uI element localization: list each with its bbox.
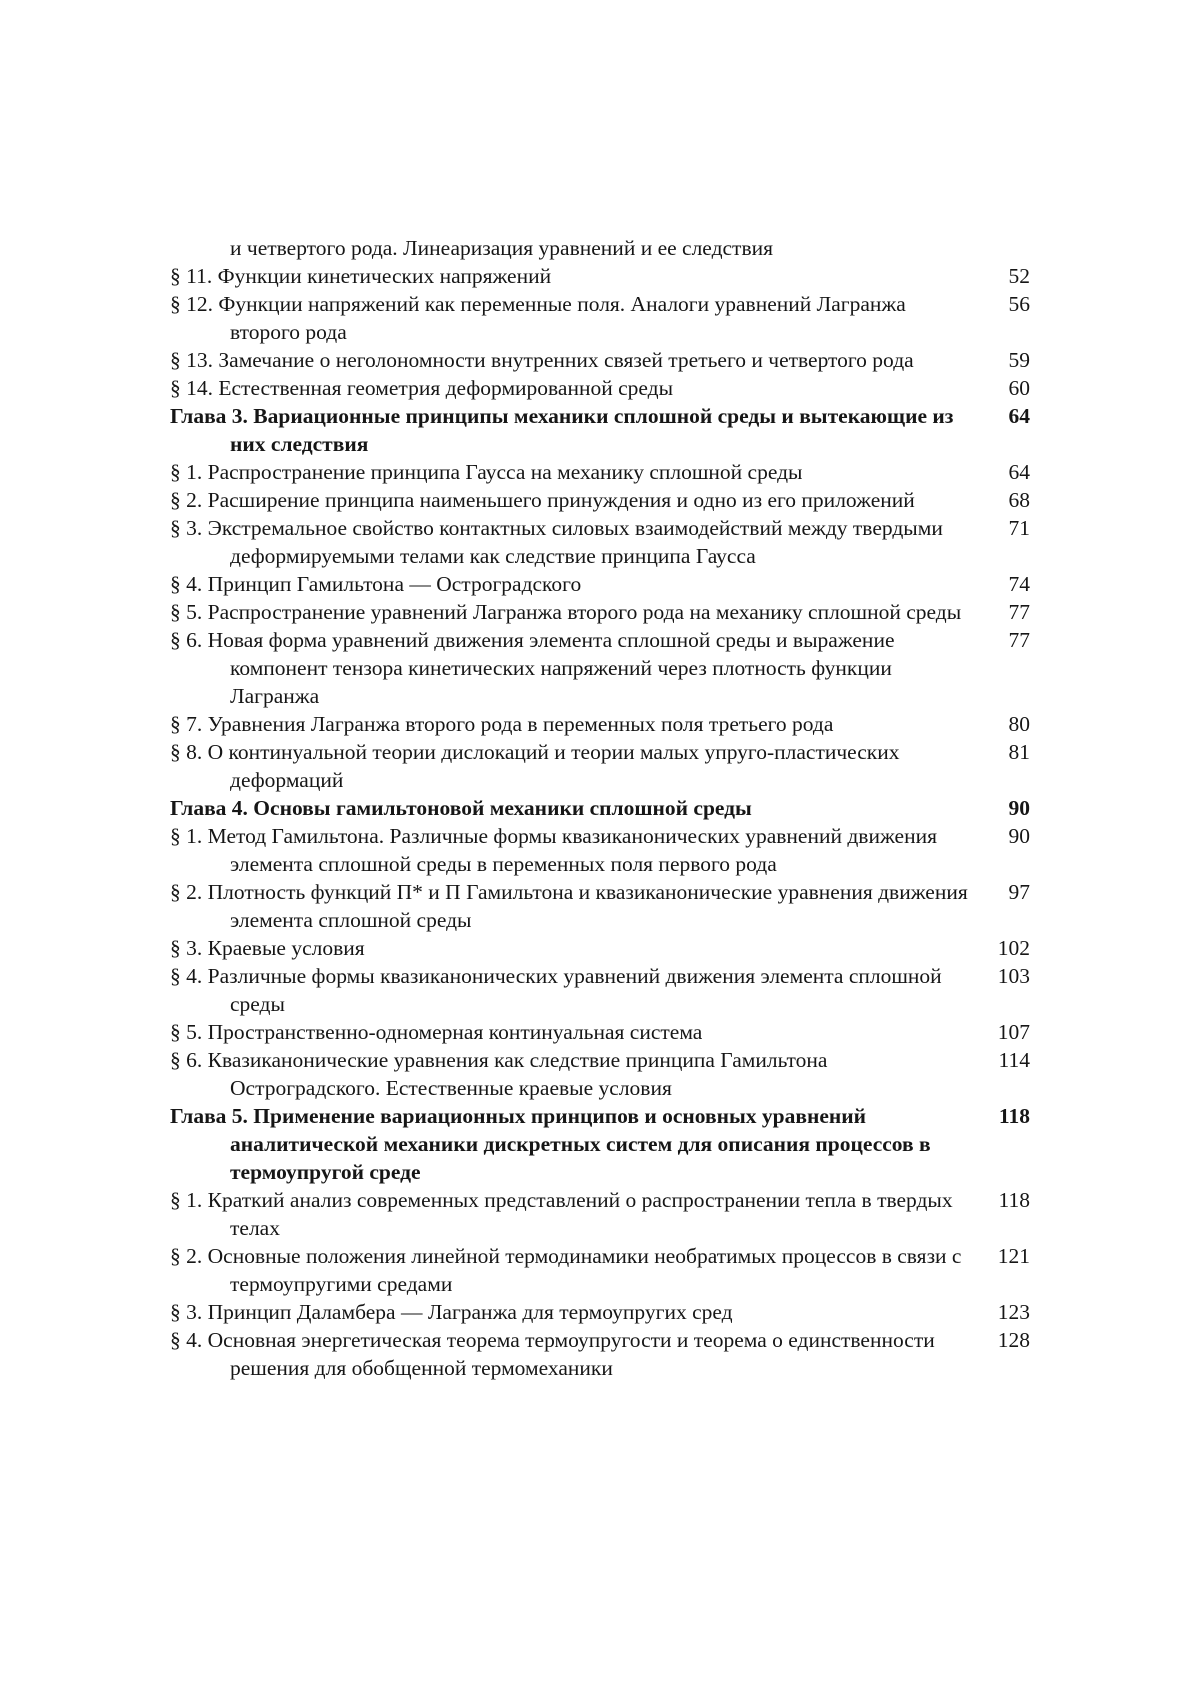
entry-title: § 2. Плотность функций П* и П Гамильтона и квазиканонические уравнения движения элемента сплошной среды (170, 880, 968, 932)
entry-title: § 4. Различные формы квазиканонических уравнений движения элемента сплошной среды (170, 964, 942, 1016)
entry-page-number: 74 (1008, 572, 1030, 596)
entry-page-number: 90 (1008, 796, 1030, 820)
toc-entry (170, 234, 1030, 262)
entry-title: § 6. Новая форма уравнений движения элемента сплошной среды и выражение компонент тензора кинетических напряжений через плотность функции Лагранжа (170, 628, 895, 708)
toc-entry (170, 1242, 1030, 1298)
entry-page-number: 81 (1008, 740, 1030, 764)
entry-title: § 3. Принцип Даламбера — Лагранжа для термоупругих сред (170, 1300, 733, 1324)
entry-title: § 3. Экстремальное свойство контактных силовых взаимодействий между твердыми деформируемыми телами как следствие принципа Гаусса (170, 516, 943, 568)
entry-page-number: 77 (1008, 600, 1030, 624)
toc-entry (170, 626, 1030, 710)
entry-page-number: 103 (997, 964, 1030, 988)
entry-title: § 1. Метод Гамильтона. Различные формы квазиканонических уравнений движения элемента сплошной среды в переменных поля первого рода (170, 824, 937, 876)
toc-entry (170, 962, 1030, 1018)
entry-page-number: 97 (1008, 880, 1030, 904)
toc-entry (170, 346, 1030, 374)
toc-entry (170, 1298, 1030, 1326)
entry-page-number: 121 (997, 1244, 1030, 1268)
entry-title: § 8. О континуальной теории дислокаций и теории малых упруго-пластических деформаций (170, 740, 900, 792)
entry-page-number: 52 (1008, 264, 1030, 288)
entry-page-number: 71 (1008, 516, 1030, 540)
entry-title: § 1. Распространение принципа Гаусса на механику сплошной среды (170, 460, 803, 484)
toc-entry (170, 738, 1030, 794)
toc-entry (170, 374, 1030, 402)
entry-title: § 2. Основные положения линейной термодинамики необратимых процессов в связи с термоупругими средами (170, 1244, 962, 1296)
entry-page-number: 64 (1008, 404, 1030, 428)
toc-entry (170, 262, 1030, 290)
entry-page-number: 114 (998, 1048, 1030, 1072)
toc-entry (170, 822, 1030, 878)
entry-title: § 7. Уравнения Лагранжа второго рода в переменных поля третьего рода (170, 712, 834, 736)
entry-page-number: 68 (1008, 488, 1030, 512)
toc-entry (170, 598, 1030, 626)
entry-page-number: 77 (1008, 628, 1030, 652)
toc-entry (170, 458, 1030, 486)
entry-title: § 4. Основная энергетическая теорема термоупругости и теорема о единственности решения для обобщенной термомеханики (170, 1328, 935, 1380)
toc-entry (170, 290, 1030, 346)
toc-entry (170, 1326, 1030, 1382)
toc-entry (170, 514, 1030, 570)
entry-page-number: 102 (997, 936, 1030, 960)
toc-entry (170, 570, 1030, 598)
entry-title: § 12. Функции напряжений как переменные поля. Аналоги уравнений Лагранжа второго рода (170, 292, 906, 344)
entry-page-number: 80 (1008, 712, 1030, 736)
chapter-entry (170, 794, 1030, 822)
entry-page-number: 56 (1008, 292, 1030, 316)
entry-title: § 13. Замечание о неголономности внутренних связей третьего и четвертого рода (170, 348, 914, 372)
entry-page-number: 118 (998, 1188, 1030, 1212)
entry-page-number: 60 (1008, 376, 1030, 400)
entry-title: § 1. Краткий анализ современных представлений о распространении тепла в твердых телах (170, 1188, 953, 1240)
chapter-entry (170, 1102, 1030, 1186)
entry-title: Глава 4. Основы гамильтоновой механики сплошной среды (170, 796, 752, 820)
entry-title: Глава 5. Применение вариационных принципов и основных уравнений аналитической механики дискретных систем для описания процессов в термоупругой среде (170, 1104, 931, 1184)
toc-entry (170, 934, 1030, 962)
entry-title: Глава 3. Вариационные принципы механики сплошной среды и вытекающие из них следствия (170, 404, 954, 456)
entry-title: и четвертого рода. Линеаризация уравнений и ее следствия (230, 236, 773, 260)
entry-page-number: 59 (1008, 348, 1030, 372)
entry-title: § 6. Квазиканонические уравнения как следствие принципа Гамильтона Остроградского. Естественные краевые условия (170, 1048, 828, 1100)
toc-entry (170, 710, 1030, 738)
entry-title: § 5. Распространение уравнений Лагранжа второго рода на механику сплошной среды (170, 600, 962, 624)
entry-page-number: 118 (998, 1104, 1030, 1128)
toc-entry (170, 1018, 1030, 1046)
chapter-entry (170, 402, 1030, 458)
toc-entry (170, 1186, 1030, 1242)
toc-entry (170, 486, 1030, 514)
entry-page-number: 123 (997, 1300, 1030, 1324)
entry-title: § 11. Функции кинетических напряжений (170, 264, 552, 288)
entry-title: § 14. Естественная геометрия деформированной среды (170, 376, 674, 400)
entry-title: § 4. Принцип Гамильтона — Остроградского (170, 572, 582, 596)
entry-page-number: 107 (997, 1020, 1030, 1044)
toc-entry (170, 1046, 1030, 1102)
entry-title: § 5. Пространственно-одномерная континуальная система (170, 1020, 703, 1044)
entry-page-number: 128 (997, 1328, 1030, 1352)
toc-entry (170, 878, 1030, 934)
entry-page-number: 90 (1008, 824, 1030, 848)
entry-title: § 3. Краевые условия (170, 936, 365, 960)
entry-page-number: 64 (1008, 460, 1030, 484)
table-of-contents (170, 234, 1030, 1382)
entry-title: § 2. Расширение принципа наименьшего принуждения и одно из его приложений (170, 488, 915, 512)
